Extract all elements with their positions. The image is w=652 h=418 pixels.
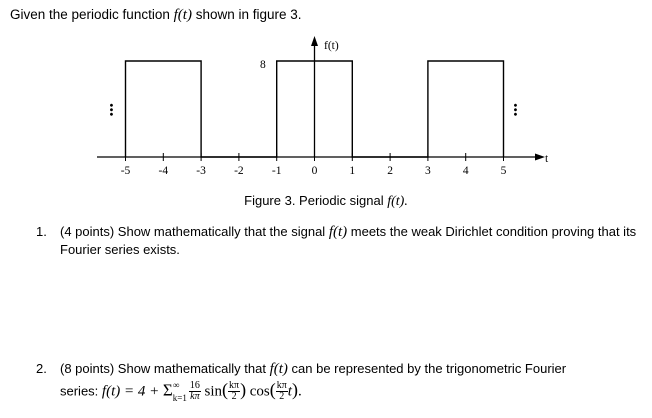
intro-math: f(t) xyxy=(173,7,192,23)
cos-arg xyxy=(276,381,288,402)
x-tick-label: -2 xyxy=(234,165,244,177)
formula-lhs: f(t) = 4 + xyxy=(101,383,160,400)
coef-den: kπ xyxy=(190,391,200,403)
x-tick-label: 0 xyxy=(311,165,318,177)
question-lead: (8 points) Show mathematically that xyxy=(60,361,266,376)
y-axis-arrow xyxy=(311,36,318,46)
formula-upper: ∞ xyxy=(172,380,180,390)
question-rest: meets the weak Dirichlet condition proving that its Fourier series exists. xyxy=(60,224,637,257)
right-dots: ... xyxy=(510,103,530,117)
x-axis-arrow xyxy=(535,154,545,161)
x-tick-label: 3 xyxy=(425,165,431,177)
caption-math: f(t). xyxy=(387,194,408,209)
left-dots: ... xyxy=(106,103,126,117)
caption-text: Figure 3. Periodic signal xyxy=(244,193,384,208)
formula-lower: k=1 xyxy=(172,392,187,403)
series-label: series: xyxy=(60,383,99,399)
coef-num: 16 xyxy=(189,380,200,392)
formula-cos: cos xyxy=(249,383,270,400)
formula-sin: sin xyxy=(204,383,223,400)
x-tick-label: 5 xyxy=(500,165,507,177)
question-lead: (4 points) Show mathematically that the signal xyxy=(60,224,326,239)
figure-caption xyxy=(0,193,652,210)
question-number: 2. xyxy=(36,361,47,376)
periodic-signal-plot xyxy=(0,0,652,190)
x-tick-label: -4 xyxy=(158,165,169,177)
x-tick-label: 1 xyxy=(349,165,356,177)
sin-arg-num: kπ xyxy=(229,380,240,392)
question-1 xyxy=(36,223,640,259)
formula-coefficient xyxy=(189,381,201,402)
intro-lead: Given the periodic function xyxy=(10,7,170,22)
formula-t: t xyxy=(287,383,292,400)
amplitude-label: 8 xyxy=(260,59,266,71)
question-rest: can be represented by the trigonometric Fourier xyxy=(291,361,567,376)
question-math: f(t) xyxy=(269,361,288,377)
y-axis-label: f(t) xyxy=(324,40,339,52)
cos-arg-den: 2 xyxy=(279,391,285,403)
question-number: 1. xyxy=(36,224,47,239)
x-tick-label: -3 xyxy=(196,165,206,177)
sin-arg xyxy=(228,381,240,402)
x-tick-label: -1 xyxy=(271,165,282,177)
formula-sigma: Σ xyxy=(162,380,173,400)
formula-end: . xyxy=(297,383,302,400)
x-tick-label: -5 xyxy=(120,165,131,177)
cos-arg-num: kπ xyxy=(276,380,287,392)
x-tick-label: 2 xyxy=(387,165,393,177)
x-axis-label: t xyxy=(545,153,549,165)
sin-arg-den: 2 xyxy=(231,391,237,403)
question-2: 2. (8 points) Show mathematically that f(t) can be represented by the trigonometric Fourier series: $f(t) = 4 + \Sigma_{k=1}^\infty$ $\frac{16}{k\pi}$ sin( $\frac{k\pi}{2}$ ) cos( $\frac{k\pi}{2}$ t). xyxy=(36,361,567,403)
question-math: f(t) xyxy=(328,224,348,240)
intro-trail: shown in figure 3. xyxy=(195,7,302,22)
x-tick-label: 4 xyxy=(462,165,469,177)
